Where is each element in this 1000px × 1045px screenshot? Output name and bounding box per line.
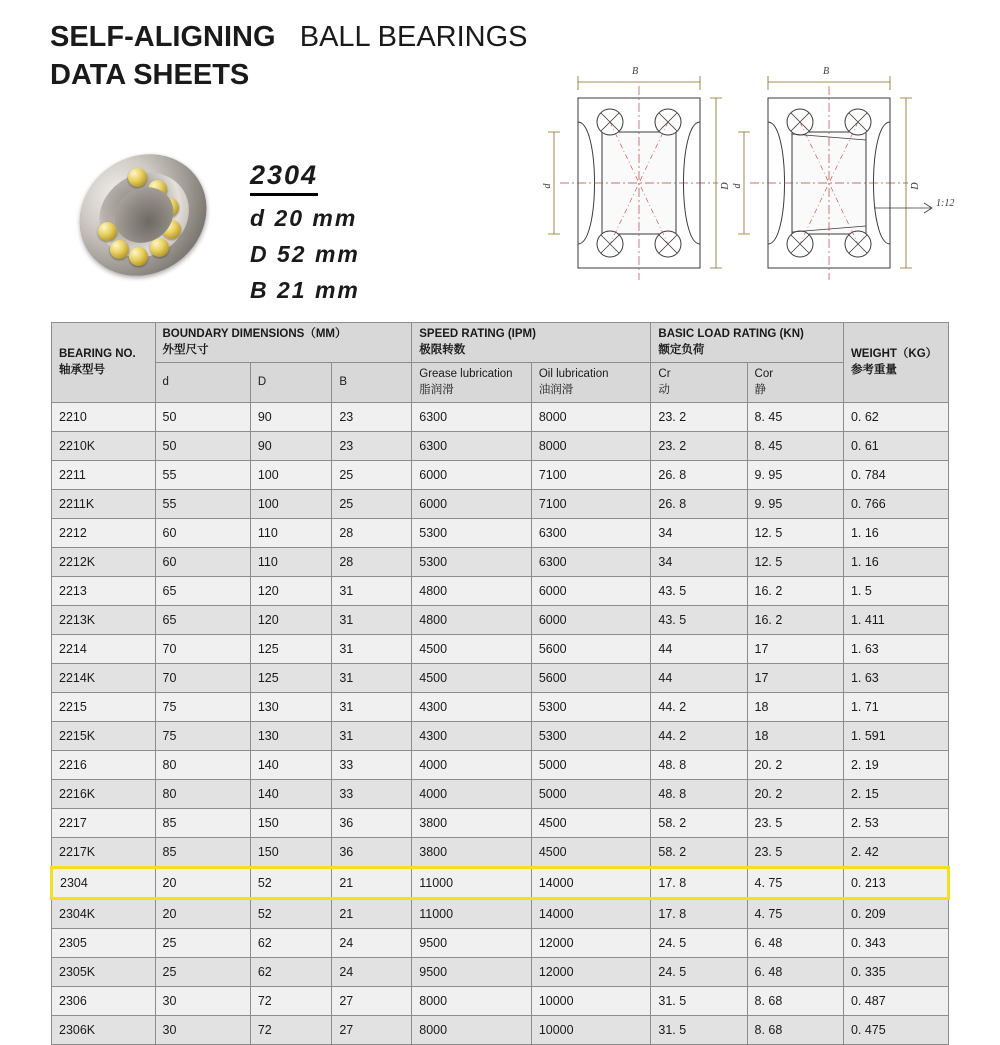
cell-B: 23	[332, 432, 412, 461]
cell-wt: 0. 335	[843, 958, 948, 987]
page-title	[50, 22, 528, 92]
spec-d: d 20 mm	[250, 205, 358, 231]
table-row	[52, 548, 949, 577]
cell-cr: 23. 2	[651, 403, 747, 432]
cell-grease: 4000	[412, 751, 532, 780]
cell-D: 130	[250, 722, 332, 751]
cell-cr: 31. 5	[651, 987, 747, 1016]
cell-d: 80	[155, 751, 250, 780]
table-row	[52, 899, 949, 929]
cell-no: 2211	[52, 461, 156, 490]
cell-B: 25	[332, 490, 412, 519]
cell-wt: 1. 411	[843, 606, 948, 635]
cell-oil: 7100	[531, 490, 651, 519]
label-D-left: D	[720, 182, 731, 190]
cell-grease: 6300	[412, 432, 532, 461]
cell-wt: 0. 475	[843, 1016, 948, 1045]
cell-oil: 14000	[531, 899, 651, 929]
cell-cr: 17. 8	[651, 899, 747, 929]
cross-section-drawing	[540, 60, 960, 290]
cell-d: 65	[155, 606, 250, 635]
cell-no: 2214	[52, 635, 156, 664]
cell-grease: 11000	[412, 868, 532, 899]
cell-grease: 3800	[412, 838, 532, 868]
cell-grease: 3800	[412, 809, 532, 838]
cell-grease: 4000	[412, 780, 532, 809]
ball-icon	[150, 238, 169, 257]
col-speed-rating: SPEED RATING (IPM) 极限转数	[412, 323, 651, 363]
cell-cr: 48. 8	[651, 751, 747, 780]
cell-oil: 5600	[531, 664, 651, 693]
title-subline: DATA SHEETS	[50, 58, 250, 91]
cell-cor: 23. 5	[747, 809, 843, 838]
table-head	[52, 323, 949, 403]
cell-wt: 1. 16	[843, 519, 948, 548]
cell-d: 85	[155, 838, 250, 868]
cell-B: 36	[332, 809, 412, 838]
cell-no: 2306K	[52, 1016, 156, 1045]
cell-grease: 4500	[412, 635, 532, 664]
spec-B: B 21 mm	[250, 277, 360, 303]
cell-B: 23	[332, 403, 412, 432]
cell-wt: 0. 766	[843, 490, 948, 519]
cell-cor: 8. 45	[747, 432, 843, 461]
cell-oil: 6000	[531, 577, 651, 606]
cell-no: 2210	[52, 403, 156, 432]
cell-grease: 4500	[412, 664, 532, 693]
cell-D: 140	[250, 751, 332, 780]
cell-wt: 0. 784	[843, 461, 948, 490]
spec-code: 2304	[250, 160, 318, 196]
cell-grease: 6000	[412, 461, 532, 490]
cell-B: 33	[332, 751, 412, 780]
cell-D: 72	[250, 987, 332, 1016]
label-d-right: d	[732, 183, 743, 189]
cell-no: 2216K	[52, 780, 156, 809]
cell-oil: 5300	[531, 693, 651, 722]
subcol-oil: Oil lubrication 油润滑	[531, 363, 651, 403]
cell-oil: 12000	[531, 929, 651, 958]
table-row	[52, 490, 949, 519]
cell-wt: 1. 5	[843, 577, 948, 606]
ball-icon	[129, 247, 148, 266]
cell-D: 150	[250, 809, 332, 838]
table-row	[52, 809, 949, 838]
cell-wt: 1. 16	[843, 548, 948, 577]
cell-cor: 12. 5	[747, 548, 843, 577]
cell-B: 25	[332, 461, 412, 490]
table-row	[52, 664, 949, 693]
subcol-B: B	[332, 363, 412, 403]
spec-D: D 52 mm	[250, 241, 360, 267]
cell-d: 20	[155, 899, 250, 929]
cell-wt: 2. 19	[843, 751, 948, 780]
cell-cor: 16. 2	[747, 577, 843, 606]
table-row	[52, 958, 949, 987]
cell-cr: 26. 8	[651, 490, 747, 519]
cell-D: 150	[250, 838, 332, 868]
cell-cor: 4. 75	[747, 868, 843, 899]
table-row	[52, 838, 949, 868]
col-bearing-no: BEARING NO. 轴承型号	[52, 323, 156, 403]
cell-oil: 4500	[531, 809, 651, 838]
cell-oil: 10000	[531, 1016, 651, 1045]
cell-cr: 48. 8	[651, 780, 747, 809]
cell-no: 2213K	[52, 606, 156, 635]
cell-D: 120	[250, 577, 332, 606]
cell-cor: 8. 45	[747, 403, 843, 432]
taper-note: 1:12	[936, 198, 955, 209]
cell-D: 100	[250, 490, 332, 519]
drawing-svg	[540, 60, 960, 290]
cell-no: 2217K	[52, 838, 156, 868]
table-row	[52, 461, 949, 490]
table-row	[52, 403, 949, 432]
cell-cor: 6. 48	[747, 929, 843, 958]
cell-D: 140	[250, 780, 332, 809]
cell-d: 70	[155, 635, 250, 664]
cell-wt: 1. 63	[843, 635, 948, 664]
title-light: BALL BEARINGS	[299, 21, 528, 53]
cell-D: 100	[250, 461, 332, 490]
cell-d: 55	[155, 461, 250, 490]
cell-wt: 0. 62	[843, 403, 948, 432]
cell-cr: 34	[651, 548, 747, 577]
cell-cor: 20. 2	[747, 751, 843, 780]
cell-cor: 8. 68	[747, 987, 843, 1016]
cell-d: 60	[155, 519, 250, 548]
cell-cor: 17	[747, 635, 843, 664]
cell-B: 28	[332, 548, 412, 577]
cell-B: 21	[332, 899, 412, 929]
cell-cr: 43. 5	[651, 606, 747, 635]
cell-B: 24	[332, 958, 412, 987]
table-row	[52, 929, 949, 958]
col-boundary-dimensions: BOUNDARY DIMENSIONS（MM） 外型尺寸	[155, 323, 412, 363]
cell-cr: 24. 5	[651, 929, 747, 958]
cell-wt: 1. 63	[843, 664, 948, 693]
cell-D: 52	[250, 899, 332, 929]
cell-no: 2210K	[52, 432, 156, 461]
label-D-right: D	[910, 182, 921, 190]
cell-B: 31	[332, 577, 412, 606]
cell-no: 2215K	[52, 722, 156, 751]
cell-no: 2212	[52, 519, 156, 548]
cell-B: 31	[332, 664, 412, 693]
cell-cor: 23. 5	[747, 838, 843, 868]
ball-icon	[128, 168, 147, 187]
cell-grease: 5300	[412, 519, 532, 548]
cell-B: 28	[332, 519, 412, 548]
cell-grease: 6000	[412, 490, 532, 519]
table-row	[52, 722, 949, 751]
subcol-cor: Cor 静	[747, 363, 843, 403]
cell-grease: 8000	[412, 1016, 532, 1045]
cell-D: 120	[250, 606, 332, 635]
cell-oil: 6000	[531, 606, 651, 635]
cell-wt: 2. 15	[843, 780, 948, 809]
cell-wt: 0. 487	[843, 987, 948, 1016]
table-row	[52, 1016, 949, 1045]
cell-d: 20	[155, 868, 250, 899]
cell-no: 2306	[52, 987, 156, 1016]
cell-D: 62	[250, 958, 332, 987]
cell-no: 2211K	[52, 490, 156, 519]
subcol-d: d	[155, 363, 250, 403]
col-weight: WEIGHT（KG） 参考重量	[843, 323, 948, 403]
cell-grease: 6300	[412, 403, 532, 432]
cell-oil: 12000	[531, 958, 651, 987]
cell-d: 70	[155, 664, 250, 693]
table-row	[52, 635, 949, 664]
cell-d: 30	[155, 1016, 250, 1045]
cell-cr: 31. 5	[651, 1016, 747, 1045]
cell-no: 2305K	[52, 958, 156, 987]
cell-B: 31	[332, 635, 412, 664]
ball-icon	[98, 222, 117, 241]
cell-B: 31	[332, 722, 412, 751]
cell-wt: 0. 209	[843, 899, 948, 929]
cell-grease: 8000	[412, 987, 532, 1016]
ball-icon	[110, 240, 129, 259]
cell-d: 75	[155, 693, 250, 722]
cell-cor: 17	[747, 664, 843, 693]
cell-cor: 20. 2	[747, 780, 843, 809]
cell-cor: 9. 95	[747, 490, 843, 519]
table-row	[52, 780, 949, 809]
cell-oil: 5600	[531, 635, 651, 664]
cell-B: 27	[332, 987, 412, 1016]
cell-cr: 58. 2	[651, 838, 747, 868]
table-body	[52, 403, 949, 1045]
cell-no: 2212K	[52, 548, 156, 577]
cell-B: 36	[332, 838, 412, 868]
cell-B: 27	[332, 1016, 412, 1045]
cell-d: 60	[155, 548, 250, 577]
cell-D: 110	[250, 548, 332, 577]
cell-cr: 17. 8	[651, 868, 747, 899]
cell-cr: 24. 5	[651, 958, 747, 987]
cell-grease: 4300	[412, 722, 532, 751]
subcol-D: D	[250, 363, 332, 403]
table-row	[52, 519, 949, 548]
cell-oil: 14000	[531, 868, 651, 899]
cell-grease: 11000	[412, 899, 532, 929]
cell-oil: 8000	[531, 403, 651, 432]
cell-no: 2214K	[52, 664, 156, 693]
cell-D: 125	[250, 635, 332, 664]
table-row	[52, 868, 949, 899]
cell-wt: 0. 61	[843, 432, 948, 461]
cell-d: 50	[155, 403, 250, 432]
cell-grease: 5300	[412, 548, 532, 577]
cell-B: 21	[332, 868, 412, 899]
cell-d: 25	[155, 958, 250, 987]
cell-wt: 0. 213	[843, 868, 948, 899]
cell-D: 52	[250, 868, 332, 899]
cell-cor: 18	[747, 722, 843, 751]
cell-D: 90	[250, 403, 332, 432]
cell-cor: 8. 68	[747, 1016, 843, 1045]
cell-D: 125	[250, 664, 332, 693]
cell-grease: 4300	[412, 693, 532, 722]
cell-no: 2215	[52, 693, 156, 722]
cell-grease: 4800	[412, 606, 532, 635]
cell-D: 110	[250, 519, 332, 548]
bearing-data-table	[50, 322, 950, 1045]
cell-oil: 4500	[531, 838, 651, 868]
table-row	[52, 606, 949, 635]
cell-B: 33	[332, 780, 412, 809]
table-row	[52, 751, 949, 780]
table-row	[52, 577, 949, 606]
cell-cr: 23. 2	[651, 432, 747, 461]
cell-d: 75	[155, 722, 250, 751]
spec-callout	[250, 160, 360, 304]
label-B-right: B	[822, 66, 830, 77]
cell-d: 30	[155, 987, 250, 1016]
cell-no: 2216	[52, 751, 156, 780]
cell-D: 72	[250, 1016, 332, 1045]
cell-cr: 43. 5	[651, 577, 747, 606]
cell-wt: 2. 42	[843, 838, 948, 868]
cell-no: 2304K	[52, 899, 156, 929]
cell-D: 130	[250, 693, 332, 722]
cell-B: 24	[332, 929, 412, 958]
cell-D: 90	[250, 432, 332, 461]
cell-oil: 5000	[531, 751, 651, 780]
cell-cr: 34	[651, 519, 747, 548]
cell-d: 50	[155, 432, 250, 461]
cell-no: 2305	[52, 929, 156, 958]
cell-grease: 9500	[412, 929, 532, 958]
cell-no: 2217	[52, 809, 156, 838]
cell-d: 85	[155, 809, 250, 838]
table-header-row-subs	[52, 363, 949, 403]
cell-d: 25	[155, 929, 250, 958]
label-B-left: B	[631, 66, 639, 77]
cell-grease: 4800	[412, 577, 532, 606]
table-row	[52, 432, 949, 461]
cell-oil: 6300	[531, 548, 651, 577]
cell-wt: 1. 71	[843, 693, 948, 722]
cell-D: 62	[250, 929, 332, 958]
cell-oil: 8000	[531, 432, 651, 461]
cell-cor: 9. 95	[747, 461, 843, 490]
cell-cr: 44	[651, 664, 747, 693]
cell-oil: 5000	[531, 780, 651, 809]
table-row	[52, 987, 949, 1016]
cell-cor: 16. 2	[747, 606, 843, 635]
cell-cor: 12. 5	[747, 519, 843, 548]
cell-grease: 9500	[412, 958, 532, 987]
cell-oil: 10000	[531, 987, 651, 1016]
title-strong: SELF-ALIGNING	[50, 21, 276, 53]
subcol-cr: Cr 动	[651, 363, 747, 403]
label-d-left: d	[542, 183, 553, 189]
subcol-grease: Grease lubrication 脂润滑	[412, 363, 532, 403]
bearing-photo	[70, 148, 220, 283]
cell-oil: 6300	[531, 519, 651, 548]
cell-cr: 26. 8	[651, 461, 747, 490]
cell-cr: 44. 2	[651, 722, 747, 751]
cell-wt: 2. 53	[843, 809, 948, 838]
cell-cr: 44. 2	[651, 693, 747, 722]
cell-oil: 7100	[531, 461, 651, 490]
cell-wt: 1. 591	[843, 722, 948, 751]
cell-cor: 4. 75	[747, 899, 843, 929]
cell-wt: 0. 343	[843, 929, 948, 958]
cell-cr: 58. 2	[651, 809, 747, 838]
cell-oil: 5300	[531, 722, 651, 751]
cell-d: 80	[155, 780, 250, 809]
table-header-row-groups	[52, 323, 949, 363]
cell-B: 31	[332, 606, 412, 635]
cell-B: 31	[332, 693, 412, 722]
cell-cor: 6. 48	[747, 958, 843, 987]
cell-d: 55	[155, 490, 250, 519]
cell-d: 65	[155, 577, 250, 606]
cell-no: 2304	[52, 868, 156, 899]
cell-no: 2213	[52, 577, 156, 606]
table-row	[52, 693, 949, 722]
cell-cr: 44	[651, 635, 747, 664]
col-basic-load-rating: BASIC LOAD RATING (KN) 额定负荷	[651, 323, 844, 363]
cell-cor: 18	[747, 693, 843, 722]
